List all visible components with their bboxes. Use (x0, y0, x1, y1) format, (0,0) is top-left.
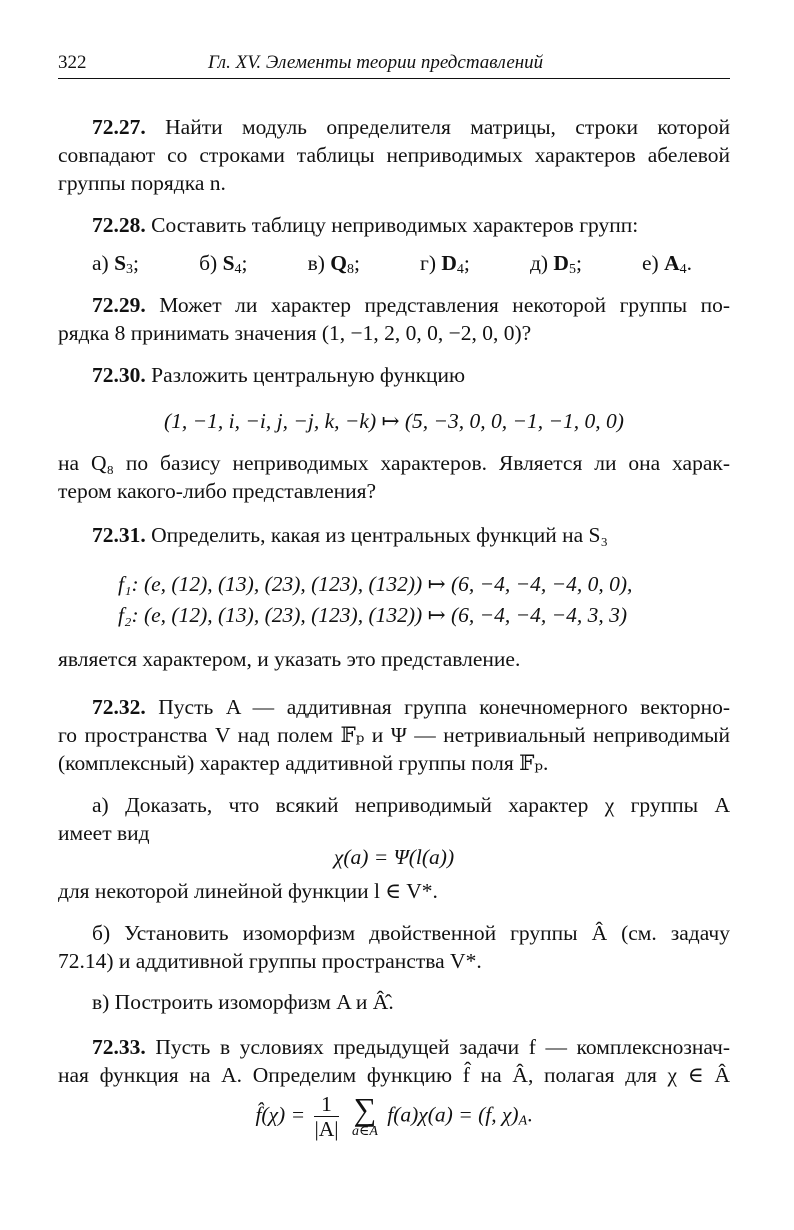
text-line: Пусть в условиях предыдущей задачи f — комплекснознач- (155, 1035, 730, 1059)
text-line: Найти модуль определителя матрицы, строки которой (165, 115, 731, 139)
text-line: Составить таблицу неприводимых характеров групп: (151, 213, 639, 237)
text-line: на Q₈ по базису неприводимых характеров. Является ли она харак- (58, 451, 730, 475)
group-item: е) $A_4$. (641, 251, 692, 277)
text-line: б) Установить изоморфизм двойственной группы Â (см. задачу (92, 921, 730, 945)
running-header (58, 52, 730, 79)
text-line: Пусть A — аддитивная группа конечномерного векторно- (158, 695, 731, 719)
group-item: г) $D_4$; (420, 251, 470, 277)
text-line: 72.14) и аддитивной группы пространства V*. (58, 949, 482, 973)
page-number: 322 (58, 52, 87, 73)
group-list (92, 249, 692, 277)
chapter-title: Гл. XV. Элементы теории представлений (208, 52, 544, 73)
formula-rhs: f(a)χ(a) = (f, χ) (387, 1102, 519, 1127)
problem-72-33 (58, 1033, 730, 1061)
group-item: а) $S_3$; (92, 251, 140, 277)
problem-number: 72.31. (92, 523, 146, 547)
text-line: Может ли характер представления некоторой группы по- (159, 293, 731, 317)
problem-72-32 (58, 693, 730, 721)
text-line: а) Доказать, что всякий неприводимый характер χ группы A (92, 793, 730, 817)
text-line: группы порядка n. (58, 171, 226, 195)
text-line: рядка 8 принимать значения (1, −1, 2, 0, 0, −2, 0, 0)? (58, 321, 532, 345)
problem-number: 72.28. (92, 213, 146, 237)
group-item: д) $D_5$; (529, 251, 582, 277)
fraction: $\frac{1}{|A|}$ (314, 1092, 339, 1141)
display-formula: χ(a) = Ψ(l(a)) (333, 845, 455, 869)
display-formula: (1, −1, i, −i, j, −j, k, −k) ↦ (5, −3, 0, 0, −1, −1, 0, 0) (164, 409, 624, 433)
group-item: б) $S_4$; (199, 251, 248, 277)
text-line: Разложить центральную функцию (151, 363, 466, 387)
problem-number: 72.27. (92, 115, 146, 139)
text-line: ная функция на A. Определим функцию f̂ на Â, полагая для χ ∈ Â (58, 1063, 730, 1087)
text-line: Определить, какая из центральных функций на S₃ (151, 523, 608, 547)
text-line: в) Построить изоморфизм A и Â̂. (92, 990, 394, 1014)
problem-72-28 (58, 211, 730, 239)
text-line: го пространства V над полем 𝔽ₚ и Ψ — нетривиальный неприводимый (58, 723, 730, 747)
text-line: для некоторой линейной функции l ∈ V*. (58, 879, 438, 903)
problem-number: 72.29. (92, 293, 146, 317)
display-formula: f₁: (e, (12), (13), (23), (123), (132)) ↦ (6, −4, −4, −4, 0, 0), (118, 572, 633, 596)
group-item: в) $Q_8$; (307, 251, 360, 277)
problem-72-29 (58, 291, 730, 319)
problem-number: 72.30. (92, 363, 146, 387)
text-line: тером какого-либо представления? (58, 479, 377, 503)
display-formula: f₂: (e, (12), (13), (23), (123), (132)) ↦ (6, −4, −4, −4, 3, 3) (118, 603, 628, 627)
text-line: совпадают со строками таблицы неприводимых характеров абелевой (58, 143, 730, 167)
sum-sign: ∑ a∈A (351, 1090, 378, 1139)
display-formula: f̂(χ) = $\frac{1}{|A|}$ ∑ a∈A f(a)χ(a) = (f, $\chi)_A$. (255, 1090, 533, 1141)
problem-number: 72.33. (92, 1035, 146, 1059)
text-line: имеет вид (58, 821, 150, 845)
text-line: (комплексный) характер аддитивной группы поля 𝔽ₚ. (58, 751, 549, 775)
problem-72-31 (58, 521, 730, 549)
problem-72-30 (58, 361, 730, 389)
problem-72-27 (58, 113, 730, 141)
problem-number: 72.32. (92, 695, 146, 719)
formula-lhs: f̂(χ) = (255, 1102, 306, 1127)
text-line: является характером, и указать это представление. (58, 647, 521, 671)
